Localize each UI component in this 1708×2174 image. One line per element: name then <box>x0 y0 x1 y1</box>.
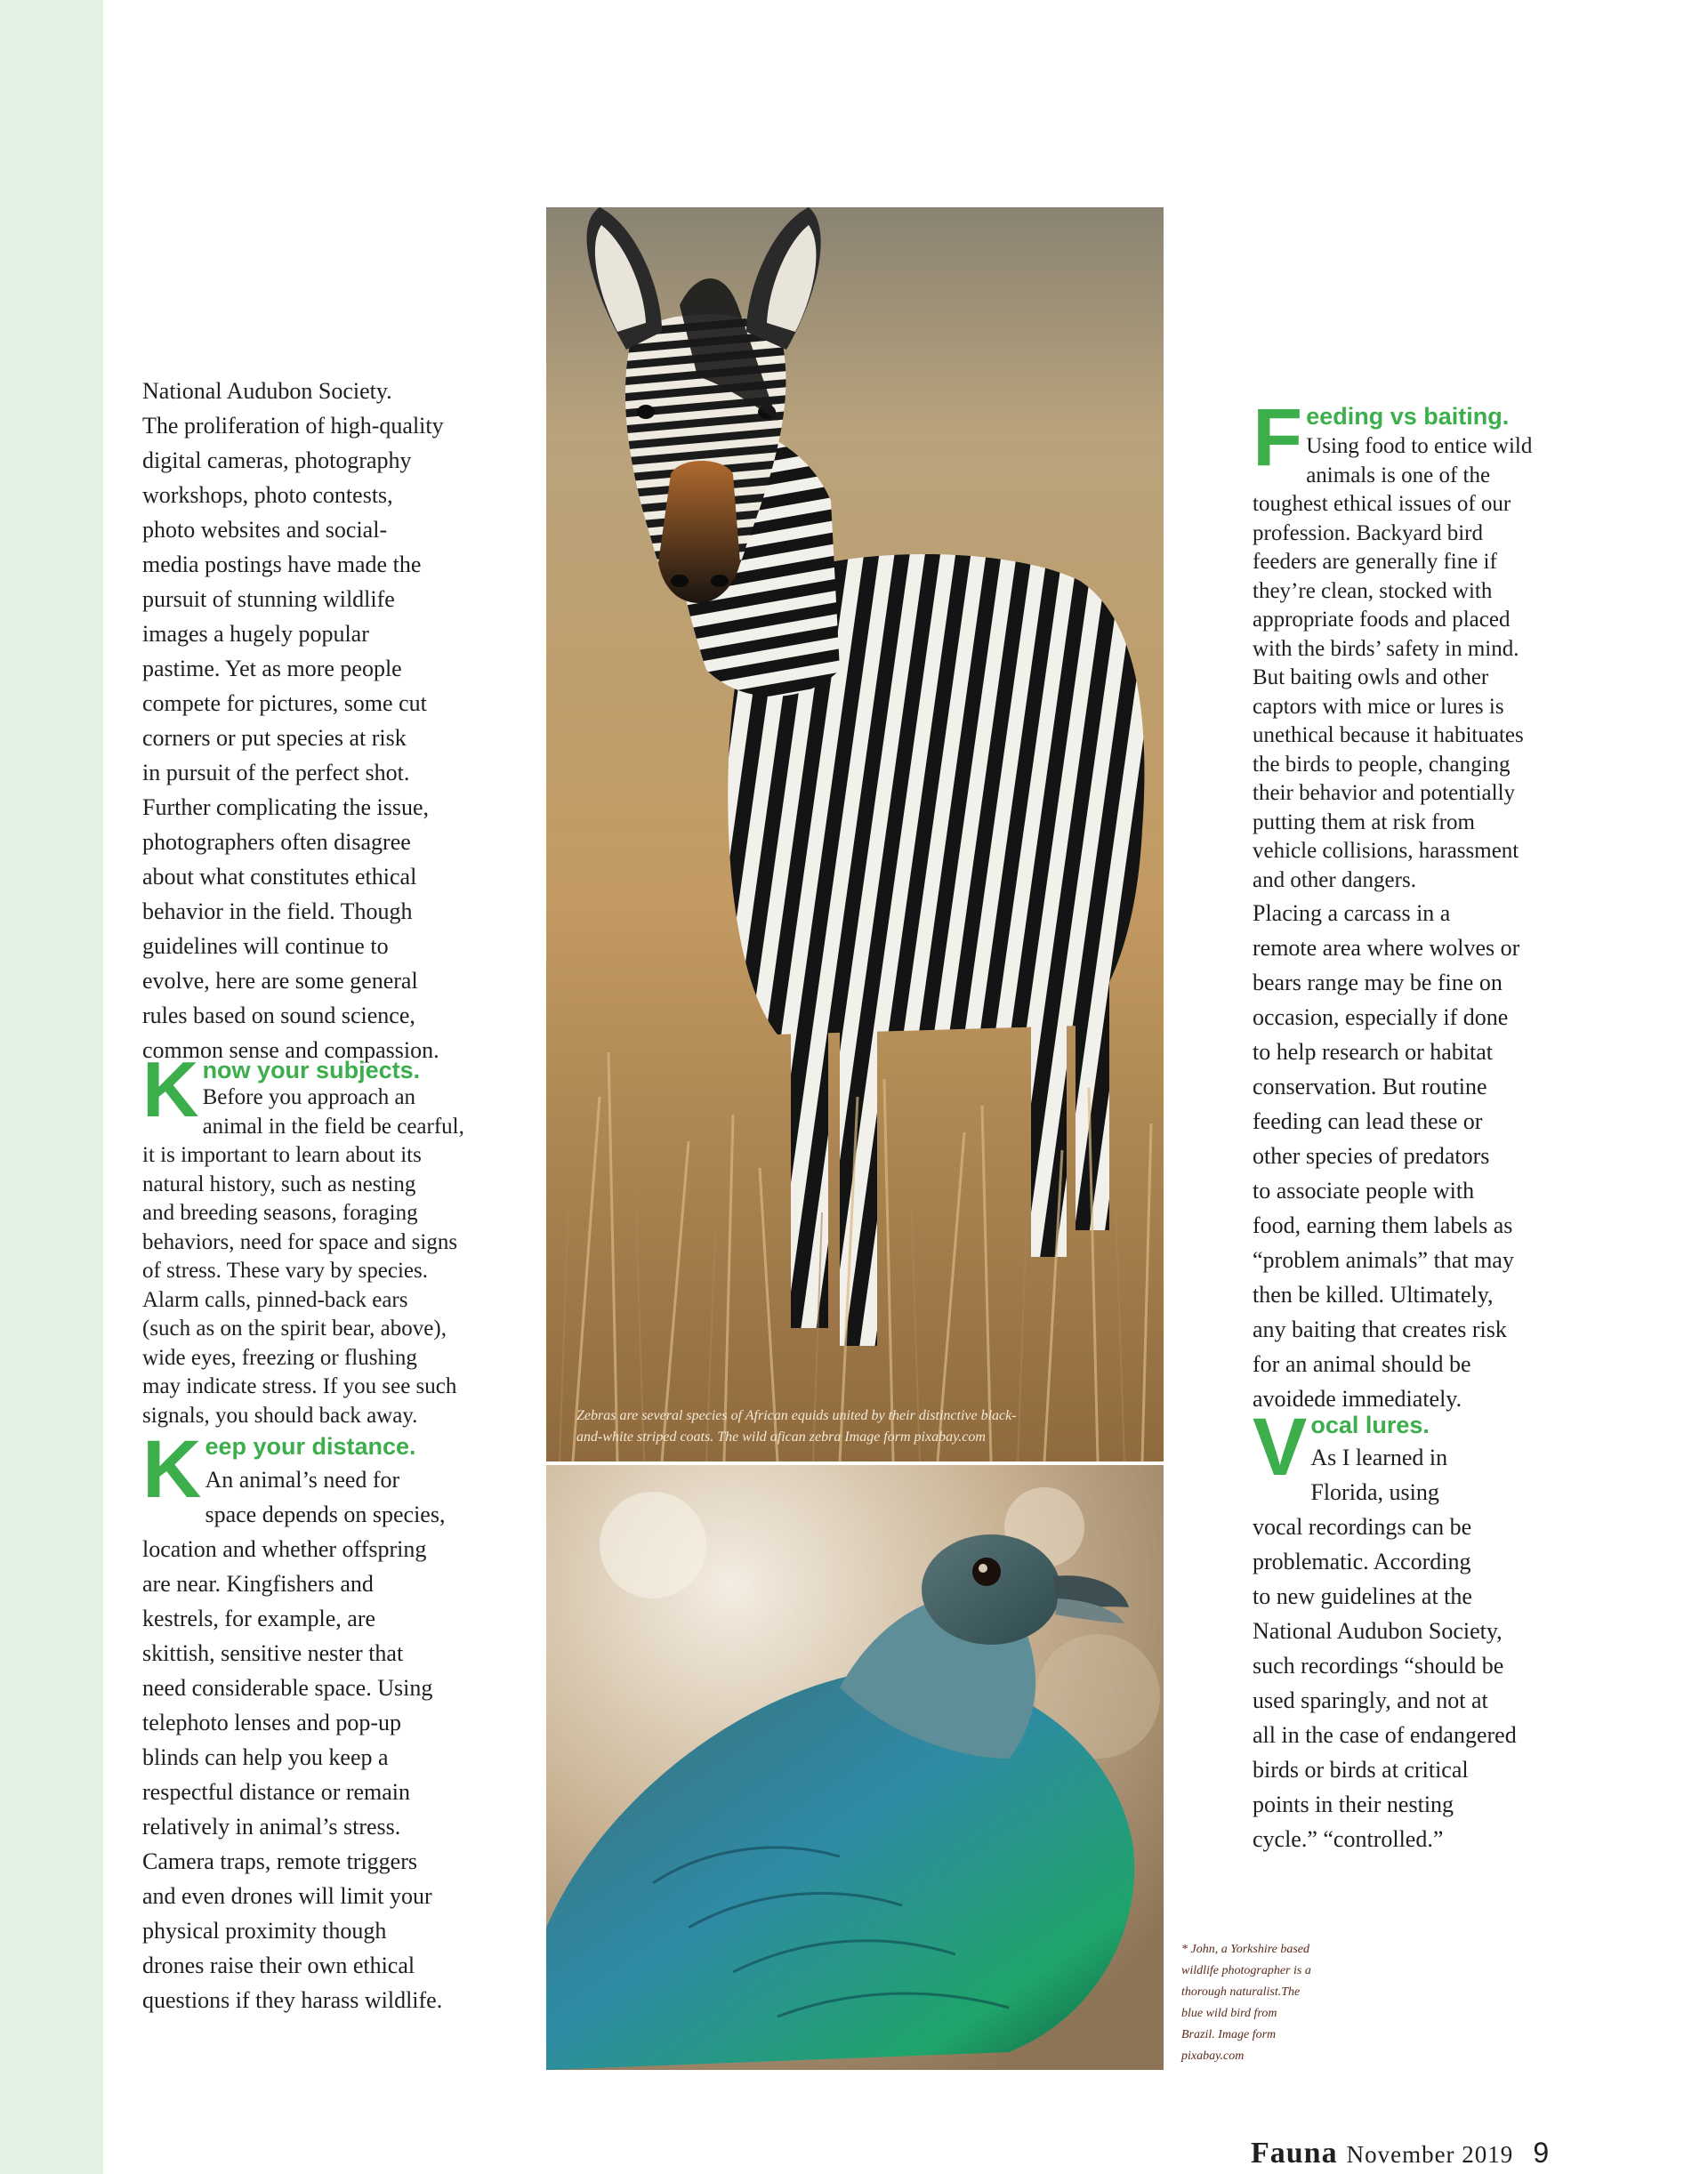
caption-line: thorough naturalist.The <box>1181 1985 1301 1999</box>
section-vocal-lures <box>1253 1402 1587 1856</box>
text-line: images a hugely popular <box>142 621 369 647</box>
text-line: As I learned in <box>1310 1445 1448 1470</box>
text-line: to associate people with <box>1253 1178 1475 1204</box>
text-line: skittish, sensitive nester that <box>142 1640 404 1666</box>
text-line: vocal recordings can be <box>1253 1514 1472 1540</box>
text-line: vehicle collisions, harassment <box>1253 839 1519 863</box>
text-line: the birds to people, changing <box>1253 752 1511 777</box>
page-footer <box>1251 2137 1607 2170</box>
text-line: rules based on sound science, <box>142 1002 415 1028</box>
text-line: for an animal should be <box>1253 1351 1471 1377</box>
text-line: location and whether offspring <box>142 1536 427 1562</box>
text-line: cycle.” “controlled.” <box>1253 1826 1444 1852</box>
text-line: animal in the field be cearful, <box>202 1114 464 1139</box>
text-line: problematic. According <box>1253 1549 1471 1574</box>
bird-caption <box>1181 1939 1350 2067</box>
text-line: used sparingly, and not at <box>1253 1687 1488 1713</box>
issue-date: November 2019 <box>1346 2141 1514 2168</box>
text-line: toughest ethical issues of our <box>1253 492 1511 516</box>
section-heading: ocal lures. <box>1310 1412 1430 1438</box>
text-line: unethical because it habituates <box>1253 723 1524 747</box>
text-line: profession. Backyard bird <box>1253 520 1483 545</box>
text-line: (such as on the spirit bear, above), <box>142 1316 447 1341</box>
text-line: all in the case of endangered <box>1253 1722 1517 1748</box>
text-line: space depends on species, <box>205 1502 446 1527</box>
text-line: need considerable space. Using <box>142 1675 433 1701</box>
section-heading: eep your distance. <box>205 1433 416 1460</box>
text-line: animals is one of the <box>1306 463 1491 487</box>
caption-line: wildlife photographer is a <box>1181 1964 1311 1977</box>
text-line: conservation. But routine <box>1253 1074 1487 1099</box>
text-line: Before you approach an <box>202 1085 416 1109</box>
text-line: occasion, especially if done <box>1253 1004 1509 1030</box>
text-line: such recordings “should be <box>1253 1653 1504 1679</box>
side-color-bar <box>0 0 103 2174</box>
text-line: National Audubon Society, <box>1253 1618 1503 1644</box>
drop-cap: K <box>142 1424 202 1515</box>
text-line: to new guidelines at the <box>1253 1583 1472 1609</box>
text-line: compete for pictures, some cut <box>142 690 427 716</box>
text-line: to help research or habitat <box>1253 1039 1493 1065</box>
text-line: workshops, photo contests, <box>142 482 393 508</box>
text-line: other species of predators <box>1253 1143 1490 1169</box>
text-line: drones raise their own ethical <box>142 1953 415 1978</box>
text-line: pursuit of stunning wildlife <box>142 586 395 612</box>
text-line: birds or birds at critical <box>1253 1757 1469 1783</box>
section-heading: now your subjects. <box>202 1057 421 1083</box>
text-line: they’re clean, stocked with <box>1253 578 1493 603</box>
text-line: food, earning them labels as <box>1253 1212 1513 1238</box>
text-line: evolve, here are some general <box>142 968 418 994</box>
text-line: telephoto lenses and pop-up <box>142 1710 401 1735</box>
caption-line: and-white striped coats. The wild afican zebra Image form pixabay.com <box>576 1429 986 1445</box>
text-line: wide eyes, freezing or flushing <box>142 1345 417 1370</box>
text-line: photographers often disagree <box>142 829 411 855</box>
caption-line: blue wild bird from <box>1181 2007 1277 2020</box>
text-line: their behavior and potentially <box>1253 781 1516 805</box>
text-line: “problem animals” that may <box>1253 1247 1514 1273</box>
text-line: pastime. Yet as more people <box>142 656 402 681</box>
text-line: common sense and compassion. <box>142 1037 439 1063</box>
text-line: it is important to learn about its <box>142 1143 422 1167</box>
text-line: signals, you should back away. <box>142 1403 418 1428</box>
text-line: and breeding seasons, foraging <box>142 1201 418 1225</box>
text-line: behaviors, need for space and signs <box>142 1229 458 1254</box>
zebra-photo <box>546 207 1164 1461</box>
text-line: with the birds’ safety in mind. <box>1253 636 1519 661</box>
page-number: 9 <box>1533 2137 1550 2169</box>
text-line: about what constitutes ethical <box>142 864 417 890</box>
caption-line: Zebras are several species of African equids united by their distinctive black- <box>576 1408 1017 1423</box>
text-line: bears range may be fine on <box>1253 970 1503 995</box>
text-line: of stress. These vary by species. <box>142 1259 428 1283</box>
text-line: blinds can help you keep a <box>142 1744 389 1770</box>
text-line: media postings have made the <box>142 552 422 577</box>
caption-line: * John, a Yorkshire based <box>1181 1943 1310 1956</box>
text-line: The proliferation of high-quality <box>142 413 444 439</box>
text-line: feeding can lead these or <box>1253 1108 1483 1134</box>
text-line: Alarm calls, pinned-back ears <box>142 1287 408 1312</box>
text-line: may indicate stress. If you see such <box>142 1374 457 1398</box>
text-line: An animal’s need for <box>205 1467 400 1493</box>
drop-cap: V <box>1253 1402 1308 1493</box>
section-heading: eeding vs baiting. <box>1306 403 1510 430</box>
text-line: questions if they harass wildlife. <box>142 1987 443 2013</box>
feeding-paragraph-two <box>1253 896 1587 1416</box>
caption-line: Brazil. Image form <box>1181 2028 1277 2041</box>
text-line: any baiting that creates risk <box>1253 1316 1507 1342</box>
text-line: Camera traps, remote triggers <box>142 1848 417 1874</box>
text-line: kestrels, for example, are <box>142 1606 376 1631</box>
intro-text <box>142 374 534 1067</box>
text-line: corners or put species at risk <box>142 725 407 751</box>
text-line: and even drones will limit your <box>142 1883 432 1909</box>
text-line: feeders are generally fine if <box>1253 550 1497 574</box>
drop-cap: F <box>1253 392 1303 483</box>
zebra-caption <box>576 1405 1119 1448</box>
text-line: physical proximity though <box>142 1918 387 1944</box>
text-line: Florida, using <box>1310 1479 1439 1505</box>
text-line: captors with mice or lures is <box>1253 694 1504 719</box>
section-keep-your-distance <box>142 1424 534 2017</box>
text-line: Using food to entice wild <box>1306 434 1533 458</box>
drop-cap: K <box>142 1045 199 1133</box>
text-line: respectful distance or remain <box>142 1779 411 1805</box>
text-line: points in their nesting <box>1253 1792 1454 1817</box>
text-line: remote area where wolves or <box>1253 935 1520 961</box>
text-line: avoidede immediately. <box>1253 1386 1462 1412</box>
text-line: National Audubon Society. <box>142 378 392 404</box>
caption-line: pixabay.com <box>1181 2049 1245 2063</box>
text-line: behavior in the field. Though <box>142 898 413 924</box>
text-line: But baiting owls and other <box>1253 665 1489 689</box>
text-line: photo websites and social- <box>142 517 388 543</box>
text-line: relatively in animal’s stress. <box>142 1814 401 1840</box>
text-line: then be killed. Ultimately, <box>1253 1282 1494 1308</box>
text-line: appropriate foods and placed <box>1253 608 1511 632</box>
text-line: guidelines will continue to <box>142 933 389 959</box>
magazine-name: Fauna <box>1251 2137 1338 2170</box>
text-line: putting them at risk from <box>1253 809 1475 834</box>
bird-photo <box>546 1465 1164 2070</box>
text-line: and other dangers. <box>1253 867 1416 892</box>
text-line: are near. Kingfishers and <box>142 1571 374 1597</box>
text-line: natural history, such as nesting <box>142 1172 416 1196</box>
text-line: Placing a carcass in a <box>1253 900 1451 926</box>
section-feeding-vs-baiting <box>1253 392 1587 895</box>
text-line: digital cameras, photography <box>142 447 412 473</box>
text-line: in pursuit of the perfect shot. <box>142 760 410 785</box>
text-line: Further complicating the issue, <box>142 794 430 820</box>
